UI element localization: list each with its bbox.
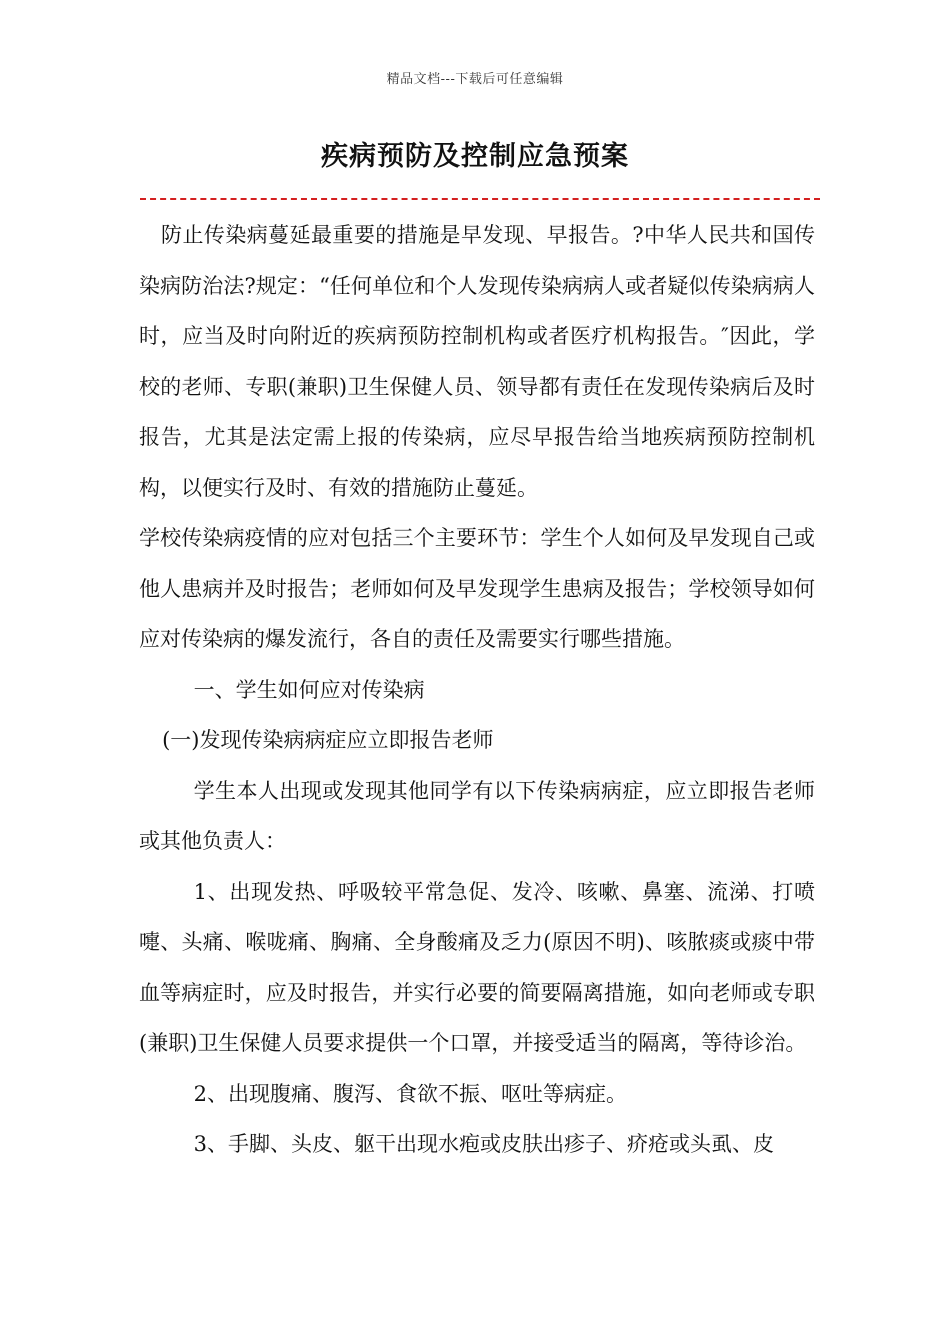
document-body <box>139 210 815 1170</box>
subsection-heading: (一)发现传染病病症应立即报告老师 <box>162 728 494 752</box>
section-heading: 一、学生如何应对传染病 <box>193 677 425 702</box>
header-note: 精品文档---下载后可任意编辑 <box>386 72 564 87</box>
paragraph-overview: 学校传染病疫情的应对包括三个主要环节：学生个人如何及早发现自己或他人患病并及时报告；老师如何及早发现学生患病及报告；学校领导如何应对传染病的爆发流行，各自的责任及需要实行哪些措施。 <box>139 526 815 651</box>
paragraph-intro: 防止传染病蔓延最重要的措施是早发现、早报告。?中华人民共和国传染病防治法?规定：“任何单位和个人发现传染病病人或者疑似传染病病人时，应当及时向附近的疾病预防控制机构或者医疗机构报告。″因此，学校的老师、专职(兼职)卫生保健人员、领导都有责任在发现传染病后及时报告，尤其是法定需上报的传染病，应尽早报告给当地疾病预防控制机构，以便实行及时、有效的措施防止蔓延。 <box>139 223 815 500</box>
list-item: 3、手脚、头皮、躯干出现水疱或皮肤出疹子、疥疮或头虱、皮 <box>193 1132 774 1156</box>
list-item: 2、出现腹痛、腹泻、食欲不振、呕吐等病症。 <box>193 1081 627 1106</box>
paragraph-subsection-intro: 学生本人出现或发现其他同学有以下传染病病症，应立即报告老师或其他负责人： <box>139 778 815 853</box>
list-item: 1、出现发热、呼吸较平常急促、发冷、咳嗽、鼻塞、流涕、打喷嚏、头痛、喉咙痛、胸痛、全身酸痛及乏力(原因不明)、咳脓痰或痰中带血等病症时，应及时报告，并实行必要的简要隔离措施，如向老师或专职(兼职)卫生保健人员要求提供一个口罩，并接受适当的隔离，等待诊治。 <box>139 879 815 1055</box>
title-divider <box>140 198 820 200</box>
document-title: 疾病预防及控制应急预案 <box>321 141 629 172</box>
